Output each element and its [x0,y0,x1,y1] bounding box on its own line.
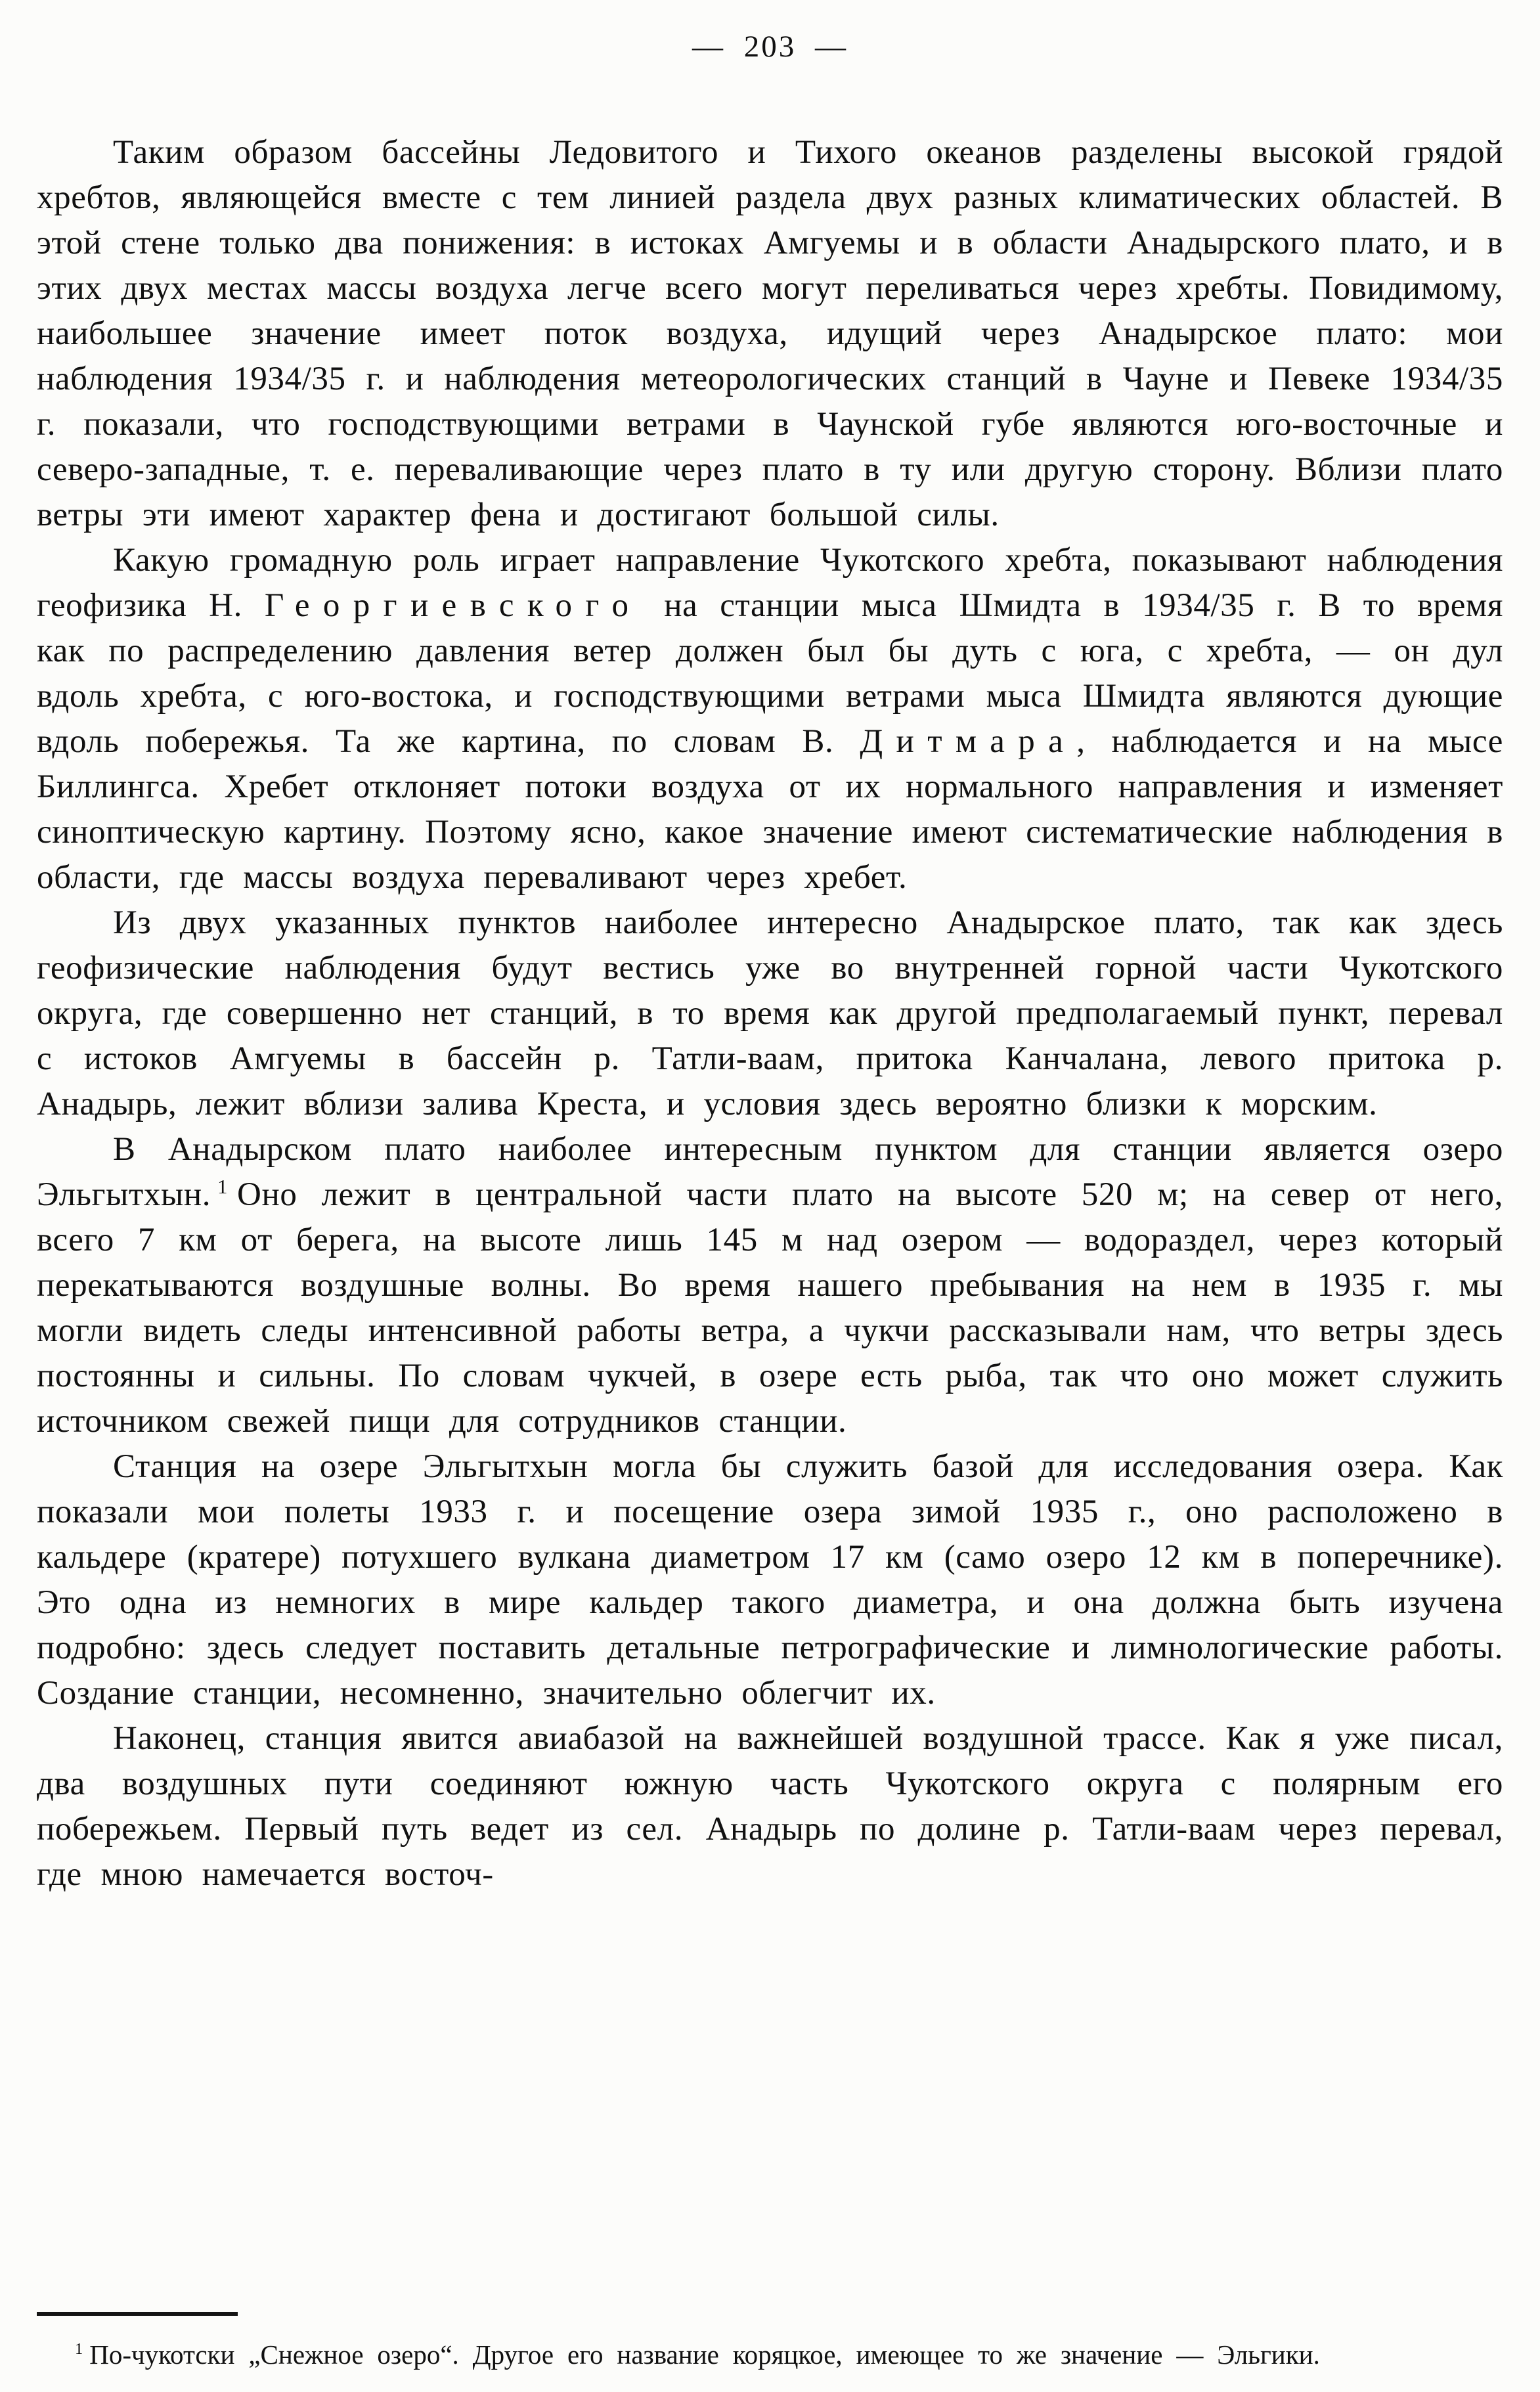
paragraph-text: Станция на озере Эльгытхын могла бы служить базой для исследования озера. Как показали мои полеты 1933 г. и посещение озера зимой 1935 г., оно расположено в кальдере (кратере) потухшего вулкана диаметром 17 км (само озеро 12 км в поперечнике). Это одна из немногих в мире кальдер такого диаметра, и она должна быть изучена подробно: здесь следует поставить детальные петрографические и лимнологические работы. Создание станции, несомненно, значительно облегчит их. [37,1448,1503,1712]
paragraph-text: Наконец, станция явится авиабазой на важнейшей воздушной трассе. Как я уже писал, два воздушных пути соединяют южную часть Чукотского округа с полярным его побережьем. Первый путь ведет из сел. Анадырь по долине р. Татли-ваам через перевал, где мною намечается восточ- [37,1720,1503,1893]
paragraph-text: , наблюдается и на мысе Биллингса. Хребет отклоняет потоки воздуха от их нормального направления и изменяет синоптическую картину. Поэтому ясно, какое значение имеют систематические наблюдения в области, где массы воздуха переваливают через хребет. [37,723,1503,896]
paragraph-3 [37,900,1503,1127]
page-number: — 203 — [692,30,848,64]
paragraph-4 [37,1127,1503,1444]
emphasized-person-name: Дитмара [860,723,1077,760]
emphasized-person-name: Георгиевского [264,587,642,624]
footnote-reference-marker: 1 [217,1176,229,1198]
footnote-divider [37,2312,238,2316]
paragraph-text: В Анадырском плато наиболее интересным пунктом для станции является озеро Эльгытхын. [37,1131,1503,1213]
body-text [37,130,1503,1897]
paragraph-5 [37,1444,1503,1716]
footnote-text-line [37,2336,1503,2374]
paragraph-text: Таким образом бассейны Ледовитого и Тихого океанов разделены высокой грядой хребтов, являющейся вместе с тем линией раздела двух разных климатических областей. В этой стене только два понижения: в истоках Амгуемы и в области Анадырского плато, и в этих двух местах массы воздуха легче всего могут переливаться через хребты. Повидимому, наибольшее значение имеет поток воздуха, идущий через Анадырское плато: мои наблюдения 1934/35 г. и наблюдения метеорологических станций в Чауне и Певеке 1934/35 г. показали, что господствующими ветрами в Чаунской губе являются юго-восточные и северо-западные, т. е. переваливающие через плато в ту или другую сторону. Вблизи плато ветры эти имеют характер фена и достигают большой силы. [37,134,1503,533]
paragraph-text: Оно лежит в центральной части плато на высоте 520 м; на север от него, всего 7 км от берега, на высоте лишь 145 м над озером — водораздел, через который перекатываются воздушные волны. Во время нашего пребывания на нем в 1935 г. мы могли видеть следы интенсивной работы ветра, а чукчи рассказывали нам, что ветры здесь постоянны и сильны. По словам чукчей, в озере есть рыба, так что оно может служить источником свежей пищи для сотрудников станции. [37,1176,1503,1440]
paragraph-6 [37,1716,1503,1897]
footnote-text: По-чукотски „Снежное озеро“. Другое его название коряцкое, имеющее то же значение — Эльгики. [89,2339,1320,2370]
footnote-section [37,2312,1503,2374]
paragraph-text: Какую громадную роль играет направление Чукотского хребта, показывают наблюдения геофизика Н. [37,542,1503,624]
paragraph-1 [37,130,1503,538]
paragraph-text: на станции мыса Шмидта в 1934/35 г. В то время как по распределению давления ветер должен был бы дуть с юга, с хребта, — он дул вдоль хребта, с юго-востока, и господствующими ветрами мыса Шмидта являются дующие вдоль побережья. Та же картина, по словам В. [37,587,1503,760]
paragraph-2 [37,538,1503,900]
paragraph-text: Из двух указанных пунктов наиболее интересно Анадырское плато, так как здесь геофизические наблюдения будут вестись уже во внутренней горной части Чукотского округа, где совершенно нет станций, в то время как другой предполагаемый пункт, перевал с истоков Амгуемы в бассейн р. Татли-ваам, притока Канчалана, левого притока р. Анадырь, лежит вблизи залива Креста, и условия здесь вероятно близки к морским. [37,904,1503,1122]
footnote-number: 1 [75,2340,83,2359]
